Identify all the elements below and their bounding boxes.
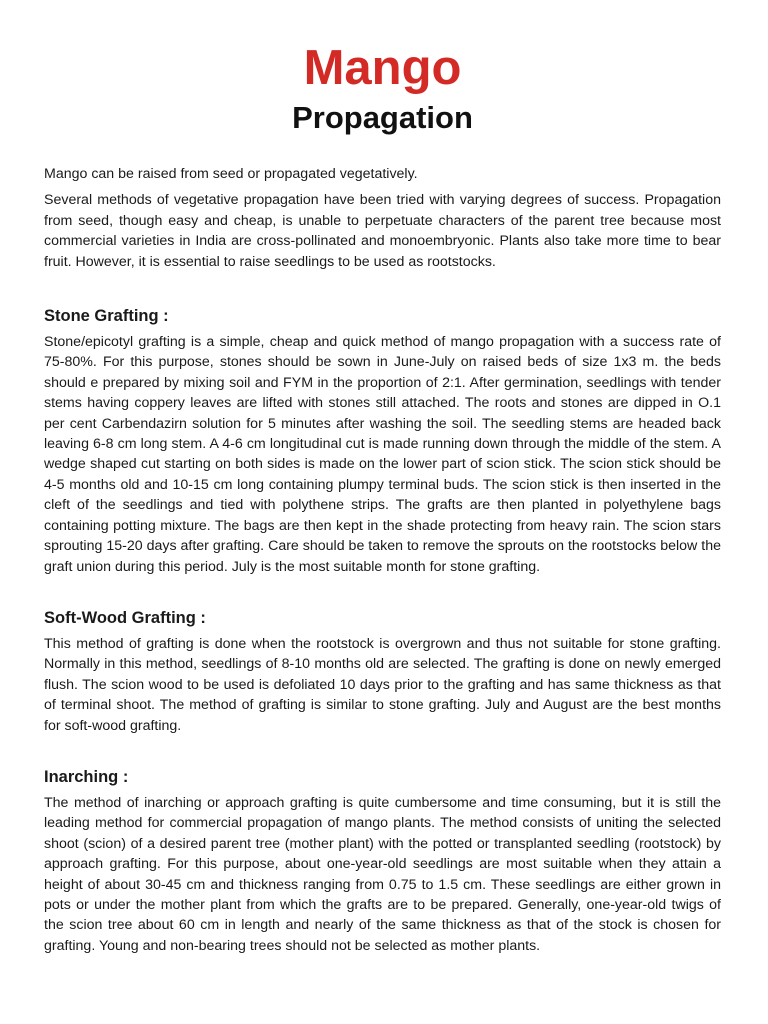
intro-line: Mango can be raised from seed or propagated vegetatively. xyxy=(44,166,418,182)
section-heading: Stone Grafting : xyxy=(44,307,169,326)
section-body: Stone/epicotyl grafting is a simple, cheap and quick method of mango propagation with a success rate of 75-80%. For this purpose, stones should be sown in June-July on raised beds of size 1x3 m. the beds should e prepared by mixing soil and FYM in the proportion of 2:1. After germination, seedlings with tender stems having coppery leaves are lifted with stones still attached. The roots and stones are dipped in O.1 per cent Carbendazirn solution for 5 minutes after washing the soil. The seedling stems are headed back leaving 6-8 cm long stem. A 4-6 cm longitudinal cut is made running down through the middle of the stem. A wedge shaped cut starting on both sides is made on the lower part of scion stick. The scion stick should be 4-5 months old and 10-15 cm long containing plumpy terminal buds. The scion stick is then inserted in the cleft of the seedlings and tied with polythene strips. The grafts are then planted in polyethylene bags containing potting mixture. The bags are then kept in the shade protecting from heavy rain. The scion stars sprouting 15-20 days after grafting. Care should be taken to remove the sprouts on the rootstocks below the graft union during this period. July is the most suitable month for stone grafting. xyxy=(44,334,721,575)
page-subtitle: Propagation xyxy=(292,100,473,135)
section-soft-wood-grafting xyxy=(44,607,721,736)
page-title: Mango xyxy=(303,41,462,95)
section-heading: Inarching : xyxy=(44,767,129,786)
section-inarching xyxy=(44,766,721,956)
intro-paragraph: Several methods of vegetative propagation have been tried with varying degrees of success. Propagation from seed, though easy and cheap, is unable to perpetuate characters of the parent tree because most commercial varieties in India are cross-pollinated and monoembryonic. Plants also take more time to bear fruit. However, it is essential to raise seedlings to be used as rootstocks. xyxy=(44,192,721,270)
document-page xyxy=(44,40,721,956)
section-heading: Soft-Wood Grafting : xyxy=(44,608,206,627)
section-body: The method of inarching or approach grafting is quite cumbersome and time consuming, but it is still the leading method for commercial propagation of mango plants. The method consists of uniting the selected shoot (scion) of a desired parent tree (mother plant) with the potted or transplanted seedling (rootstock) by approach grafting. For this purpose, about one-year-old seedlings are most suitable when they attain a height of about 30-45 cm and thickness ranging from 0.75 to 1.5 cm. These seedlings are either grown in pots or under the mother plant from which the grafts are to be prepared. Generally, one-year-old twigs of the scion tree about 60 cm in length and nearly of the same thickness as that of the stock is chosen for grafting. Young and non-bearing trees should not be selected as mother plants. xyxy=(44,794,721,954)
section-body: This method of grafting is done when the rootstock is overgrown and thus not suitable for stone grafting. Normally in this method, seedlings of 8-10 months old are selected. The grafting is done on newly emerged flush. The scion wood to be used is defoliated 10 days prior to the grafting and has same thickness as that of terminal shoot. The method of grafting is similar to stone grafting. July and August are the best months for soft-wood grafting. xyxy=(44,635,721,734)
section-stone-grafting xyxy=(44,305,721,577)
